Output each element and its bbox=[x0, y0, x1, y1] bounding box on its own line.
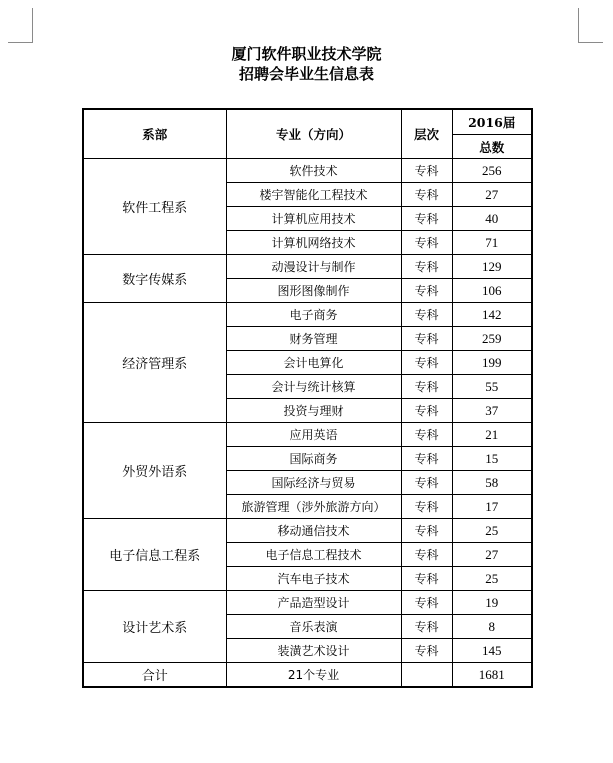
page-corner-mark-top-left bbox=[8, 8, 33, 43]
level-cell: 专科 bbox=[401, 639, 452, 663]
level-cell: 专科 bbox=[401, 279, 452, 303]
major-cell: 动漫设计与制作 bbox=[226, 255, 401, 279]
level-cell: 专科 bbox=[401, 591, 452, 615]
level-cell: 专科 bbox=[401, 543, 452, 567]
count-cell: 58 bbox=[452, 471, 532, 495]
major-cell: 会计与统计核算 bbox=[226, 375, 401, 399]
level-cell: 专科 bbox=[401, 375, 452, 399]
total-row bbox=[83, 663, 532, 688]
level-cell: 专科 bbox=[401, 615, 452, 639]
count-cell: 259 bbox=[452, 327, 532, 351]
level-cell: 专科 bbox=[401, 567, 452, 591]
count-cell: 25 bbox=[452, 567, 532, 591]
header-total: 总数 bbox=[452, 135, 532, 159]
table-row bbox=[83, 519, 532, 543]
major-cell: 移动通信技术 bbox=[226, 519, 401, 543]
count-cell: 27 bbox=[452, 543, 532, 567]
major-cell: 国际商务 bbox=[226, 447, 401, 471]
table-row bbox=[83, 303, 532, 327]
department-cell: 软件工程系 bbox=[83, 159, 226, 255]
count-cell: 199 bbox=[452, 351, 532, 375]
major-cell: 楼宇智能化工程技术 bbox=[226, 183, 401, 207]
table-row bbox=[83, 255, 532, 279]
major-cell: 装潢艺术设计 bbox=[226, 639, 401, 663]
major-cell: 财务管理 bbox=[226, 327, 401, 351]
level-cell: 专科 bbox=[401, 519, 452, 543]
level-cell: 专科 bbox=[401, 351, 452, 375]
department-cell: 电子信息工程系 bbox=[83, 519, 226, 591]
level-cell: 专科 bbox=[401, 183, 452, 207]
header-dept: 系部 bbox=[83, 109, 226, 159]
count-cell: 142 bbox=[452, 303, 532, 327]
major-cell: 电子商务 bbox=[226, 303, 401, 327]
major-cell: 音乐表演 bbox=[226, 615, 401, 639]
level-cell: 专科 bbox=[401, 327, 452, 351]
major-cell: 旅游管理（涉外旅游方向） bbox=[226, 495, 401, 519]
level-cell: 专科 bbox=[401, 303, 452, 327]
document-title: 厦门软件职业技术学院 bbox=[231, 45, 382, 63]
major-cell: 应用英语 bbox=[226, 423, 401, 447]
level-cell: 专科 bbox=[401, 399, 452, 423]
page-corner-mark-top-right bbox=[578, 8, 603, 43]
department-cell: 设计艺术系 bbox=[83, 591, 226, 663]
document-subtitle: 招聘会毕业生信息表 bbox=[238, 65, 374, 83]
level-cell: 专科 bbox=[401, 447, 452, 471]
count-cell: 71 bbox=[452, 231, 532, 255]
count-cell: 106 bbox=[452, 279, 532, 303]
level-cell: 专科 bbox=[401, 207, 452, 231]
total-level-cell bbox=[401, 663, 452, 688]
count-cell: 129 bbox=[452, 255, 532, 279]
count-cell: 8 bbox=[452, 615, 532, 639]
count-cell: 15 bbox=[452, 447, 532, 471]
level-cell: 专科 bbox=[401, 255, 452, 279]
count-cell: 40 bbox=[452, 207, 532, 231]
table-row bbox=[83, 159, 532, 183]
count-cell: 17 bbox=[452, 495, 532, 519]
count-cell: 256 bbox=[452, 159, 532, 183]
level-cell: 专科 bbox=[401, 423, 452, 447]
count-cell: 37 bbox=[452, 399, 532, 423]
count-cell: 25 bbox=[452, 519, 532, 543]
count-cell: 145 bbox=[452, 639, 532, 663]
count-cell: 21 bbox=[452, 423, 532, 447]
department-cell: 经济管理系 bbox=[83, 303, 226, 423]
major-cell: 软件技术 bbox=[226, 159, 401, 183]
department-cell: 外贸外语系 bbox=[83, 423, 226, 519]
major-cell: 会计电算化 bbox=[226, 351, 401, 375]
table-row bbox=[83, 591, 532, 615]
level-cell: 专科 bbox=[401, 495, 452, 519]
header-major: 专业（方向） bbox=[226, 109, 401, 159]
level-cell: 专科 bbox=[401, 231, 452, 255]
department-cell: 数字传媒系 bbox=[83, 255, 226, 303]
total-majors-cell: 21个专业 bbox=[226, 663, 401, 688]
major-cell: 图形图像制作 bbox=[226, 279, 401, 303]
header-level: 层次 bbox=[401, 109, 452, 159]
major-cell: 计算机网络技术 bbox=[226, 231, 401, 255]
count-cell: 27 bbox=[452, 183, 532, 207]
table-row bbox=[83, 423, 532, 447]
count-cell: 55 bbox=[452, 375, 532, 399]
major-cell: 电子信息工程技术 bbox=[226, 543, 401, 567]
major-cell: 产品造型设计 bbox=[226, 591, 401, 615]
major-cell: 汽车电子技术 bbox=[226, 567, 401, 591]
major-cell: 国际经济与贸易 bbox=[226, 471, 401, 495]
major-cell: 计算机应用技术 bbox=[226, 207, 401, 231]
major-cell: 投资与理财 bbox=[226, 399, 401, 423]
header-year: 2016届 bbox=[452, 109, 532, 135]
count-cell: 19 bbox=[452, 591, 532, 615]
total-count-cell: 1681 bbox=[452, 663, 532, 688]
level-cell: 专科 bbox=[401, 471, 452, 495]
total-label-cell: 合计 bbox=[83, 663, 226, 688]
level-cell: 专科 bbox=[401, 159, 452, 183]
graduate-info-table bbox=[82, 108, 533, 688]
